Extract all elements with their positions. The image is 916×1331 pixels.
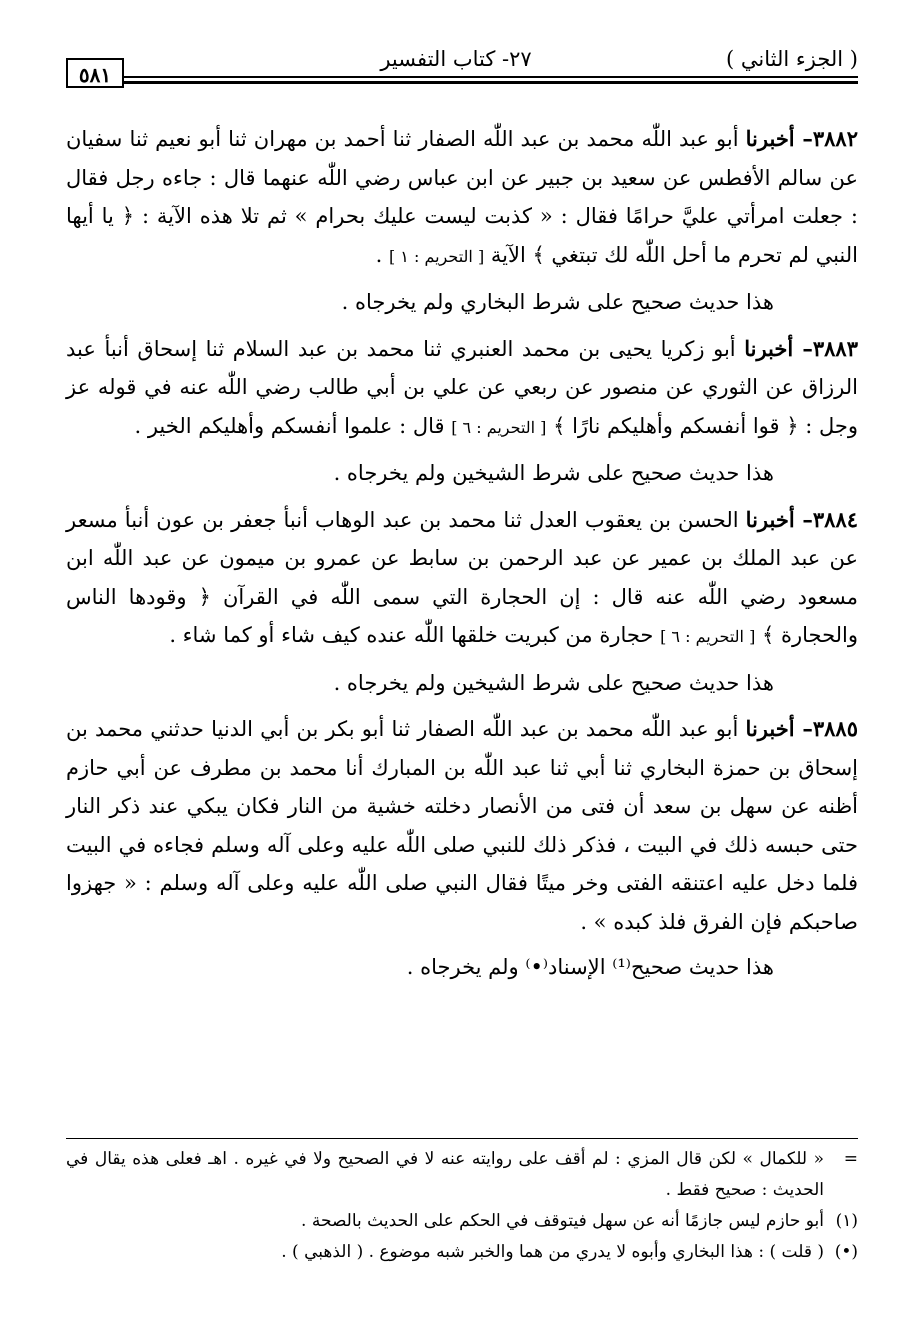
footnote-continuation [66,1144,858,1206]
hadith-number: ٣٨٨٣ [812,335,858,361]
hadith-dash: – [794,126,813,151]
quran-reference: [ التحريم : ١ ] [388,246,485,266]
chapter-title: ٢٧- كتاب التفسير [380,47,532,71]
footnote-mark: (١) [835,1211,858,1231]
narration-keyword: أخبرنا [744,335,794,361]
footnote-text: « للكمال » لكن قال المزي : لم أقف على روايته عنه لا في الصحيح ولا في غيره . اهـ فعلى هذه يقال في الحديث : صحيح فقط . [66,1149,824,1200]
footnote-separator [66,1138,858,1139]
hadith-3884 [66,501,858,657]
footnote-1 [66,1206,858,1237]
hadith-dash: – [794,506,813,532]
hadith-dash: – [794,716,813,741]
hadith-number: ٣٨٨٢ [812,126,858,151]
hadith-verdict: هذا حديث صحيح على شرط الشيخين ولم يخرجاه . [333,670,774,695]
header-rule-thin [124,76,858,78]
hadith-number: ٣٨٨٥ [812,716,858,741]
narration-keyword: أخبرنا [745,126,795,151]
narration-keyword: أخبرنا [745,506,795,532]
footnotes [66,1144,858,1268]
quran-reference: [ التحريم : ٦ ] [660,627,756,646]
footnote-text: أبو حازم ليس جازمًا أنه عن سهل فيتوقف في الحكم على الحديث بالصحة . [301,1211,824,1231]
page-number: ٥٨١ [66,58,124,88]
hadith-text: أبو عبد اللّٰه محمد بن عبد اللّٰه الصفار ثنا أبو بكر بن أبي الدنيا حدثني محمد بن إسحاق بن حمزة البخاري ثنا أبي ثنا عبد اللّٰه بن المبارك أنا محمد بن مطرف عن أبي حازم أظنه عن سهل بن سعد أن فتى من الأنصار دخلته خشية من النار فكان يبكي عند ذكر النار حتى حبسه ذلك في البيت ، فذكر ذلك للنبي صلى اللّٰه عليه وعلى آله وسلم فجاءه في البيت فلما دخل عليه اعتنقه الفتى وخر ميتًا فقال النبي صلى اللّٰه عليه وعلى آله وسلم : « جهزوا صاحبكم فإن الفرق فلذ كبده » . [66,717,858,934]
hadith-text: أبو عبد اللّٰه محمد بن عبد اللّٰه الصفار ثنا أحمد بن مهران ثنا أبو نعيم ثنا سفيان عن سالم الأفطس عن سعيد بن جبير عن ابن عباس رضي اللّٰه عنهما قال : جاءه رجل فقال : جعلت امرأتي عليَّ حرامًا فقال : « كذبت ليست عليك بحرام » ثم تلا هذه الآية : ﴿ يا أيها النبي لم تحرم ما أحل اللّٰه لك تبتغي ﴾ الآية [66,127,858,267]
hadith-verdict: هذا حديث صحيح⁽¹⁾ الإسناد⁽•⁾ ولم يخرجاه . [406,955,774,979]
footnote-mark: = [843,1149,858,1169]
hadith-text: الحسن بن يعقوب العدل ثنا محمد بن عبد الوهاب أنبأ جعفر بن عون أنبأ مسعر عن عبد الملك بن عمير عن عبد الرحمن بن سابط عن عمرو بن ميمون عن عبد اللّٰه ابن مسعود رضي اللّٰه عنه قال : إن الحجارة التي سمى اللّٰه في القرآن ﴿ وقودها الناس والحجارة ﴾ [66,507,858,647]
hadith-3883 [66,330,858,448]
hadith-3885 [66,710,858,941]
hadith-verdict: هذا حديث صحيح على شرط الشيخين ولم يخرجاه . [333,461,774,485]
hadith-tail: حجارة من كبريت خلقها اللّٰه عنده كيف شاء أو كما شاء . [169,623,661,647]
hadith-tail: قال : علموا أنفسكم وأهليكم الخير . [134,413,452,438]
footnote-dhahabi [66,1237,858,1268]
footnote-mark: (•) [834,1242,858,1262]
footnote-text: ( قلت ) : هذا البخاري وأبوه لا يدري من هما والخبر شبه موضوع . ( الذهبي ) . [281,1242,824,1262]
quran-reference: [ التحريم : ٦ ] [451,417,547,437]
header-rule-thick [124,81,858,84]
hadith-text: أبو زكريا يحيى بن محمد العنبري ثنا محمد بن عبد السلام ثنا إسحاق أنبأ عبد الرزاق عن الثوري عن منصور عن ربعي عن علي بن أبي طالب رضي اللّٰه عنه في قوله عز وجل : ﴿ قوا أنفسكم وأهليكم نارًا ﴾ [66,336,858,438]
hadith-3882 [66,120,858,276]
page-body [66,120,858,995]
hadith-tail: . [375,242,389,267]
hadith-verdict: هذا حديث صحيح على شرط البخاري ولم يخرجاه . [341,290,774,314]
narration-keyword: أخبرنا [745,716,795,741]
hadith-number: ٣٨٨٤ [812,506,859,532]
volume-label: ( الجزء الثاني ) [726,47,858,71]
hadith-dash: – [793,335,813,361]
page-header [66,40,858,90]
